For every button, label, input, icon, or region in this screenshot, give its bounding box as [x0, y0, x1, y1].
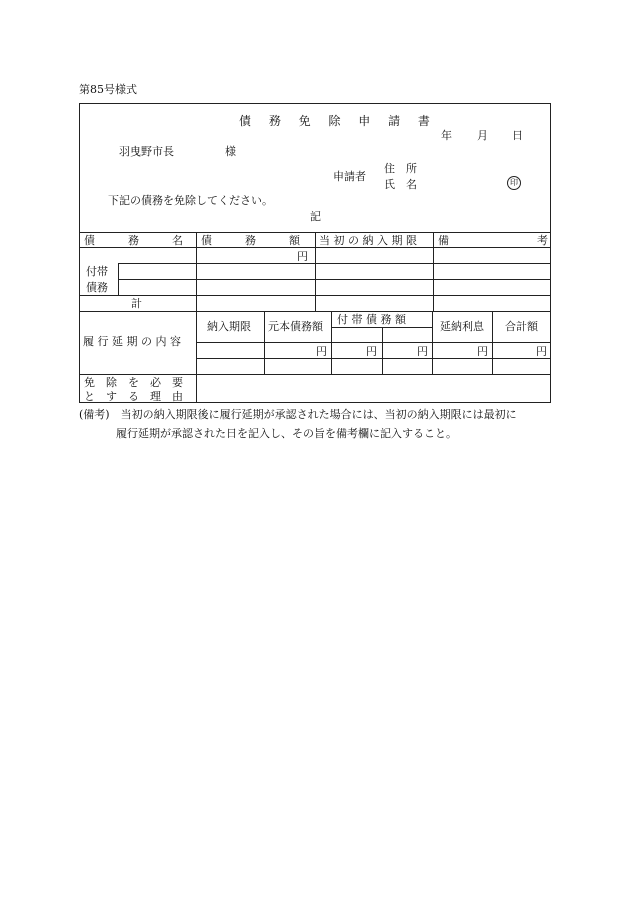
addressee-name: 羽曳野市長 — [119, 145, 174, 158]
ext-sum-header: 合計額 — [505, 320, 538, 333]
grid-line — [196, 232, 197, 403]
applicant-address-label: 住 所 — [384, 162, 417, 175]
grid-line — [433, 232, 434, 311]
yen-unit: 円 — [536, 345, 547, 358]
form-title: 債 務 免 除 申 請 書 — [239, 114, 437, 128]
ext-incidental-header: 付 帯 債 務 額 — [337, 313, 406, 326]
grid-line — [315, 232, 316, 311]
grid-line — [79, 311, 551, 312]
addressee-honorific: 様 — [225, 145, 236, 158]
seal-icon: 印 — [507, 176, 521, 190]
remarks-note-line1: (備考) 当初の納入期限後に履行延期が承認された場合には、当初の納入期限には最初に — [79, 408, 517, 421]
grid-line — [196, 358, 551, 359]
yen-unit: 円 — [366, 345, 377, 358]
grid-line — [331, 311, 332, 374]
grid-line — [118, 279, 551, 280]
grid-line — [382, 327, 383, 374]
applicant-name-label: 氏 名 — [384, 178, 417, 191]
grid-line — [118, 263, 119, 295]
date-year: 年 — [441, 129, 452, 142]
col-debt-amount: 債 務 額 — [201, 234, 300, 247]
form-number: 第85号様式 — [79, 83, 137, 96]
incidental-label-1: 付帯 — [86, 265, 108, 278]
grid-line — [492, 311, 493, 374]
ki-heading: 記 — [310, 210, 321, 223]
reason-label-1: 免 除 を 必 要 — [84, 376, 183, 389]
applicant-label: 申請者 — [333, 170, 366, 183]
yen-unit: 円 — [417, 345, 428, 358]
col-initial-due-date: 当 初 の 納 入 期 限 — [319, 234, 417, 247]
request-text: 下記の債務を免除してください。 — [108, 194, 273, 207]
extension-label: 履 行 延 期 の 内 容 — [83, 335, 181, 348]
grid-line — [432, 311, 433, 374]
yen-unit: 円 — [297, 250, 308, 263]
grid-line — [264, 311, 265, 374]
grid-line — [79, 374, 551, 375]
reason-label-2: と す る 理 由 — [84, 390, 183, 403]
date-month: 月 — [477, 129, 488, 142]
remarks-note-line2: 履行延期が承認された日を記入し、その旨を備考欄に記入すること。 — [116, 427, 457, 440]
yen-unit: 円 — [477, 345, 488, 358]
ext-interest-header: 延納利息 — [440, 320, 484, 333]
incidental-label-2: 債務 — [86, 281, 108, 294]
total-label: 計 — [131, 297, 142, 310]
yen-unit: 円 — [316, 345, 327, 358]
grid-line — [196, 342, 551, 343]
date-day: 日 — [512, 129, 523, 142]
ext-due-header: 納入期限 — [207, 320, 251, 333]
ext-principal-header: 元本債務額 — [268, 320, 323, 333]
col-remarks: 備 考 — [438, 234, 548, 247]
grid-line — [118, 263, 551, 264]
col-debt-name: 債 務 名 — [84, 234, 183, 247]
